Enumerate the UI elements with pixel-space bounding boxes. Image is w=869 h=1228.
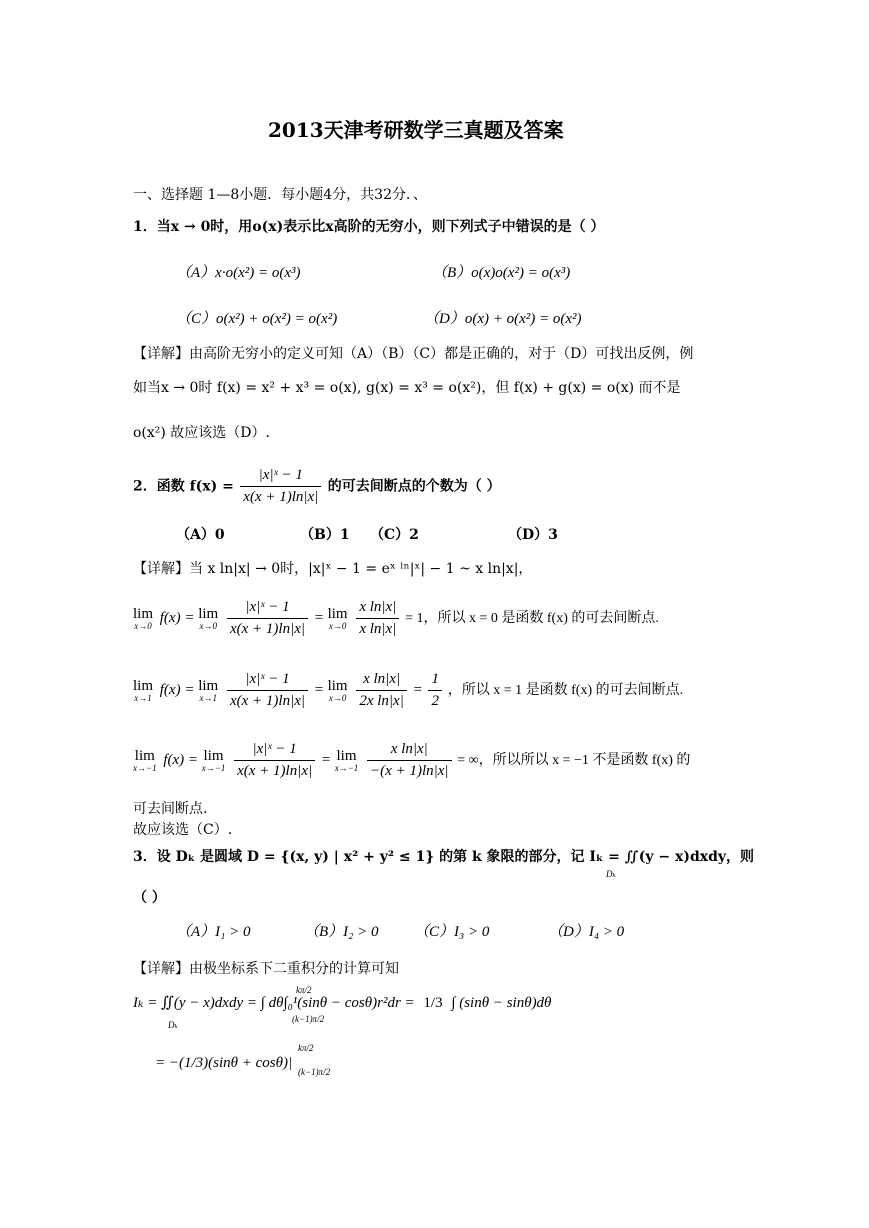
f-of-x: f(x) = (159, 681, 195, 698)
formula-1-tail: ∫ (sinθ − sinθ)dθ (451, 995, 552, 1011)
q1-option-c: （C）o(x²) + o(x²) = o(x²) (176, 311, 338, 327)
lim-3: lim x→0 (327, 605, 348, 631)
lim-2: lim x→−1 (201, 747, 226, 773)
q3-formula-2: = −(1/3)(sinθ + cosθ)| (155, 1055, 293, 1071)
q2-option-b: （B）1 (300, 527, 350, 543)
lim-1: lim x→0 (133, 605, 154, 631)
q3-formula-2-lower: (k−1)π/2 (298, 1067, 331, 1077)
q3-option-a: （A）I₁ > 0 (176, 924, 251, 940)
frac-2: $\frac{\text{|x|ˣ − 1}}{x(x + 1)\ln|x|}$ (227, 672, 308, 709)
q3-formula-2-upper: kπ/2 (298, 1043, 314, 1053)
q2-limit-line-2 (133, 672, 683, 709)
q2-stem-pre: 2．函数 f(x) = (133, 478, 234, 495)
f-of-x: f(x) = (159, 609, 195, 626)
lim-1: lim x→1 (133, 677, 154, 703)
q3-paren: （ ） (133, 890, 166, 906)
q2-stem-post: 的可去间断点的个数为（ ） (327, 478, 501, 495)
q2-answer: 故应该选（C）. (133, 822, 233, 838)
q2-limit-line-1 (133, 600, 659, 637)
frac-3: $\frac{\text{x ln|x|}}{-(x + 1)\ln|x|}$ (367, 742, 451, 779)
lim-2: lim x→0 (198, 605, 219, 631)
eq: = (313, 681, 324, 698)
q2-detail-end: 可去间断点. (133, 801, 208, 817)
q1-option-b: （B）o(x)o(x²) = o(x³) (432, 265, 571, 281)
frac-2: $\frac{\text{|x|ˣ − 1}}{x(x + 1)\ln|x|}$ (234, 742, 315, 779)
q2-denominator: x(x + 1)ln|x| (243, 489, 319, 505)
lim-3: lim x→−1 (334, 747, 359, 773)
q3-stem: 3．设 Dₖ 是圆域 D = {(x, y) | x² + y² ≤ 1} 的第 k 象限的部分，记 Iₖ = ∬(y − x)dxdy，则 (133, 849, 755, 865)
tail: ，所以 x = 1 是函数 f(x) 的可去间断点. (447, 682, 684, 698)
q1-stem: 1．当x → 0时，用o(x)表示比x高阶的无穷小，则下列式子中错误的是（ ） (133, 219, 605, 235)
q3-formula-1-lower: (k−1)π/2 (292, 1014, 325, 1024)
q1-detail-1: 【详解】由高阶无穷小的定义可知（A）（B）（C）都是正确的，对于（D）可找出反例，例 (133, 346, 694, 362)
q3-option-d: （D）I₄ > 0 (548, 924, 625, 940)
frac-3: $\frac{\text{x ln|x|}}{\text{x ln|x|}}$ (356, 600, 399, 637)
q2-stem (133, 468, 501, 505)
tail: = ∞，所以所以 x = −1 不是函数 f(x) 的 (457, 752, 691, 768)
q2-option-a: （A）0 (176, 527, 225, 543)
tail: = 1，所以 x = 0 是函数 f(x) 的可去间断点. (405, 610, 659, 626)
q2-numerator: |x|ˣ − 1 (240, 468, 321, 487)
q2-option-d: （D）3 (508, 527, 558, 543)
section-heading: 一、选择题 1—8小题．每小题4分，共32分．、 (133, 187, 427, 203)
q3-formula-1-subscript: Dₖ (168, 1020, 178, 1030)
frac-2: $\frac{\text{|x|ˣ − 1}}{x(x + 1)\ln|x|}$ (227, 600, 308, 637)
lim-1: lim x→−1 (133, 747, 157, 773)
q1-option-d: （D）o(x) + o(x²) = o(x²) (424, 311, 582, 327)
page-title: 2013天津考研数学三真题及答案 (268, 118, 564, 142)
q3-formula-1 (133, 996, 551, 1011)
eq-2: = (412, 681, 423, 698)
lim-2: lim x→1 (198, 677, 219, 703)
f-of-x: f(x) = (163, 751, 199, 768)
frac-4: $\frac{1}{2}$ (428, 672, 442, 709)
frac-3: $\frac{\text{x ln|x|}}{\text{2x ln|x|}}$ (356, 672, 406, 709)
formula-1-coef: 1/3 (423, 995, 443, 1012)
q2-detail-1: 【详解】当 x ln|x| → 0时，|x|ˣ − 1 = eˣ ˡⁿ|ˣ| − 1 ~ x ln|x|， (133, 561, 533, 577)
q3-formula-1-upper: kπ/2 (296, 985, 312, 995)
q3-detail-1: 【详解】由极坐标系下二重积分的计算可知 (133, 961, 399, 977)
lim-3: lim x→0 (327, 677, 348, 703)
q2-option-c: （C）2 (370, 527, 419, 543)
q1-detail-3: o(x²) 故应该选（D）. (133, 425, 270, 441)
q2-limit-line-3 (133, 742, 690, 779)
q1-detail-2: 如当x → 0时 f(x) = x² + x³ = o(x), g(x) = x³ = o(x²)，但 f(x) + g(x) = o(x) 而不是 (133, 380, 681, 396)
q3-option-b: （B）I₂ > 0 (304, 924, 379, 940)
eq: = (320, 751, 331, 768)
eq: = (313, 609, 324, 626)
q3-option-c: （C）I₃ > 0 (414, 924, 490, 940)
formula-1-main: Iₖ = ∬(y − x)dxdy = ∫ dθ∫₀¹(sinθ − cosθ)r²dr = (133, 995, 419, 1011)
q1-option-a: （A）x·o(x²) = o(x³) (176, 265, 301, 281)
q3-stem-subscript: Dₖ (606, 869, 616, 879)
q2-fraction (240, 468, 321, 505)
